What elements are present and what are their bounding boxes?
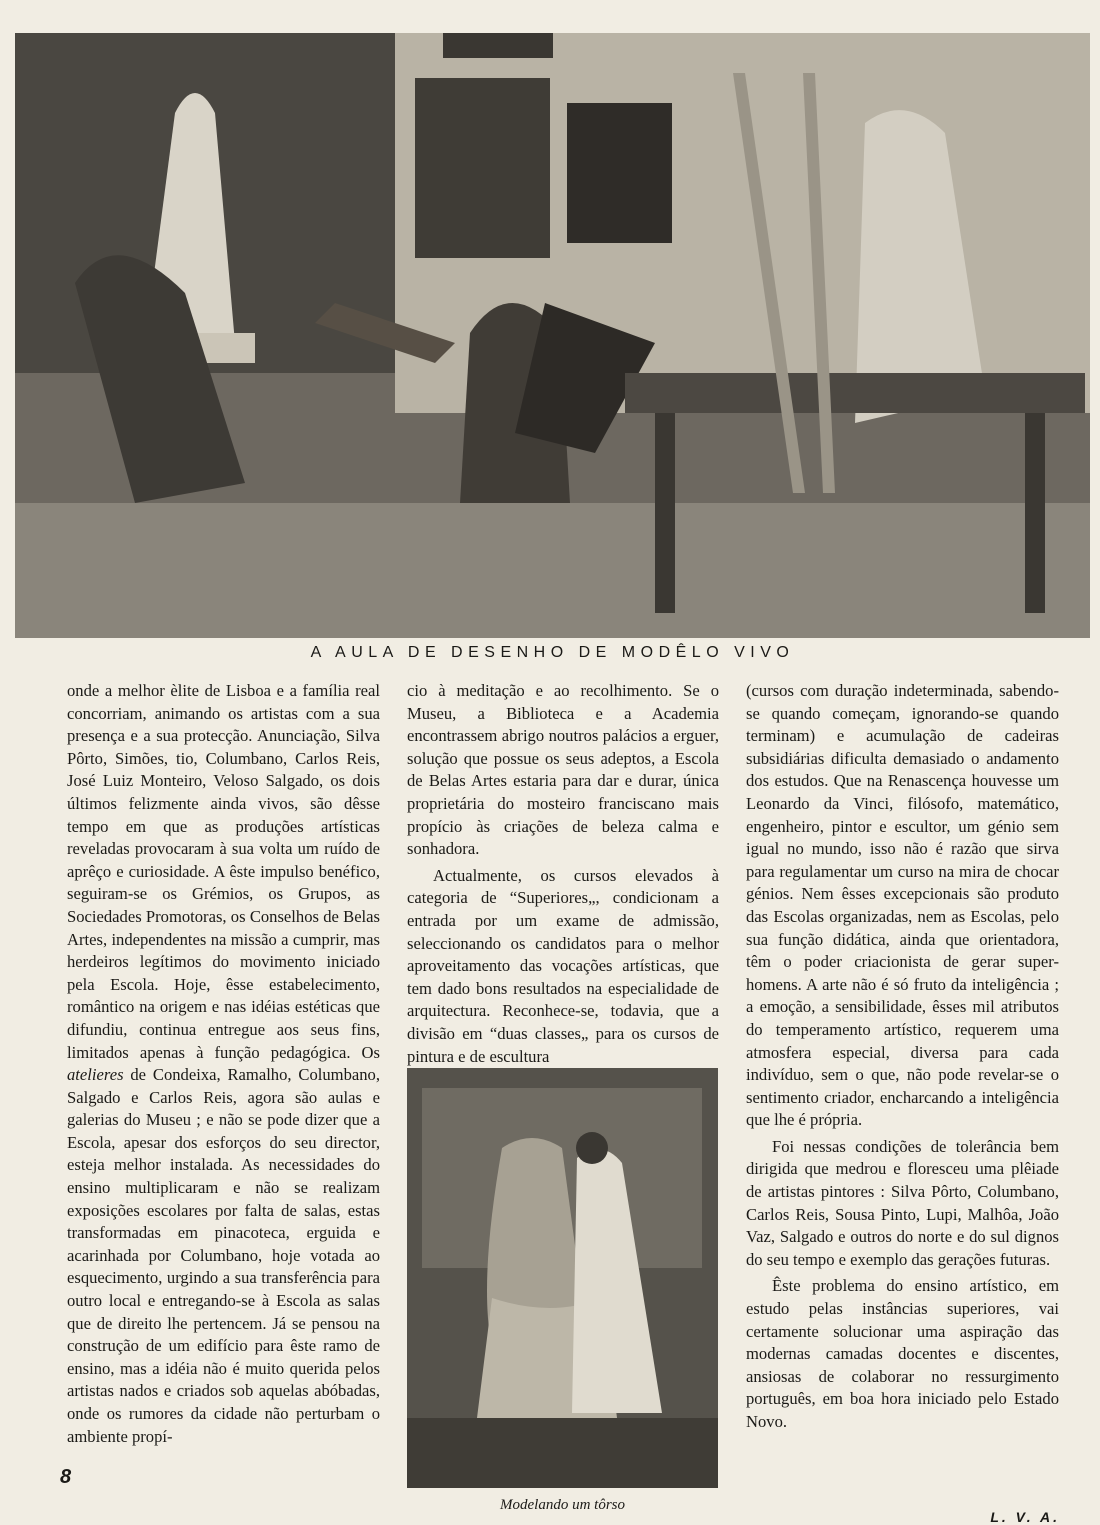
text-run: de Condeixa, Ramalho, Columbano, Salgado e Carlos Reis, agora são aulas e galerias do Museu ; e não se pode dizer que a Escola, apesar dos esforços do seu director, esteja melhor instalada. As necessidades do ensino multiplicaram e não se realizam exposições escolares por falta de salas, estas transformadas em pinacoteca, erguida e acarinhada por Columbano, hoje votada ao esquecimento, urgindo a sua transferência para outro local e entregando-se à Escola as salas que de direito lhe pertencem. Já se pensou na construção de um edifício para êste ramo de ensino, mas a idéia não é muito querida pelos artistas nados e criados sob aquelas abóbadas, onde os rumores da cidade não perturbam o ambiente propí- — [67, 1065, 380, 1446]
sculptor-photo — [407, 1068, 718, 1488]
text-column-1 — [67, 680, 380, 1448]
paragraph: Foi nessas condições de tolerância bem dirigida que medrou e floresceu uma plêiade de artistas pintores : Silva Pôrto, Columbano, Carlos Reis, Sousa Pinto, Lupi, Malhôa, João Vaz, Salgado e outros do norte e do sul dignos do seu tempo e exemplo das gerações futuras. — [746, 1136, 1059, 1269]
art-class-photo — [15, 33, 1090, 638]
italic-term: atelieres — [67, 1065, 124, 1085]
paragraph: Actualmente, os cursos elevados à categoria de “Superiores„, condicionam a entrada por um exame de admissão, seleccionando os candidatos para o melhor aproveitamento das vocações artísticas, que tem dado bons resultados na especialidade de arquitectura. Reconhece-se, todavia, que a divisão em “duas classes„ para os cursos de pintura e de escultura — [407, 865, 719, 1066]
text-column-3 — [746, 680, 1059, 1434]
text-run: onde a melhor èlite de Lisboa e a família real concorriam, animando os artistas com a sua presença e a sua protecção. Anunciação, Silva Pôrto, Simões, tio, Columbano, Carlos Reis, José Luiz Monteiro, Veloso Salgado, os dois últimos felizmente ainda vivos, são dêsse tempo em que as produções artísticas reveladas provocaram à sua volta um ruído de aprêço e curiosidade. A êste impulso benéfico, seguiram-se os Grémios, os Grupos, as Sociedades Promotoras, os Conselhos de Belas Artes, independentes na missão a cumprir, mas herdeiros legítimos do movimento iniciado pela Escola. Hoje, êsse estabelecimento, romântico na origem e nas idéias estéticas que difundiu, continua entregue aos seus fins, limitados apenas à função pedagógica. Os — [67, 681, 380, 1062]
paragraph: Êste problema do ensino artístico, em estudo pelas instâncias superiores, vai certamente solucionar uma aspiração das modernas camadas docentes e discentes, ansiosas de colaborar no ressurgimento português, em boa hora iniciado pelo Estado Novo. — [746, 1276, 1059, 1431]
page-number: 8 — [60, 1466, 72, 1488]
bottom-photo-caption: Modelando um tôrso — [500, 1497, 625, 1513]
author-signature: L. V. A. — [990, 1509, 1060, 1525]
paragraph: cio à meditação e ao recolhimento. Se o Museu, a Biblioteca e a Academia encontrassem abrigo noutros palácios a erguer, solução que possue os seus adeptos, a Escola de Belas Artes estaria para dar e durar, única proprietária do mosteiro franciscano mais propício às criações de beleza calma e sonhadora. — [407, 681, 719, 859]
paragraph — [67, 680, 380, 1448]
text-column-2 — [407, 680, 719, 1068]
top-photo-caption: A AULA DE DESENHO DE MODÊLO VIVO — [310, 644, 795, 661]
paragraph: (cursos com duração indeterminada, sabendo-se quando começam, ignorando-se quando terminam) e acumulação de cadeiras subsidiárias dificulta demasiado o andamento dos estudos. Que na Renascença houvesse um Leonardo da Vinci, filósofo, matemático, engenheiro, pintor e escultor, um génio sem igual no mundo, isso não é razão que sirva para regulamentar um curso na mira de chocar génios. Nem êsses excepcionais são produto das Escolas organizadas, nem as Escolas, pelo sua função didática, ainda que orientadora, têm o poder criacionista de gerar super-homens. A arte não é só fruto da inteligência ; a emoção, a sensibilidade, êsses mil atributos do temperamento artístico, requerem uma atmosfera especial, diversa para cada indivíduo, sem o que, não pode revelar-se o sentimento criador, encharcando a inteligência que lhe é própria. — [746, 681, 1059, 1130]
